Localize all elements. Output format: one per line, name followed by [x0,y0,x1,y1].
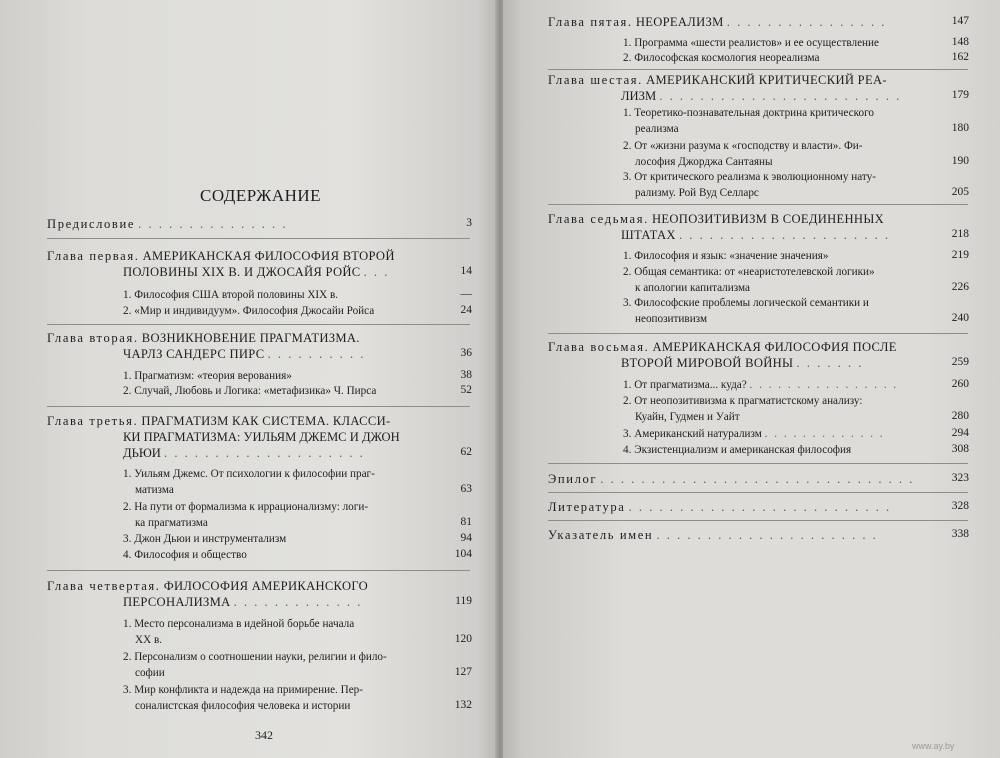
divider [47,406,470,407]
chapter-3-page: 62 [460,446,472,458]
chapter-7-title: Глава седьмая. НЕОПОЗИТИВИЗМ В СОЕДИНЕННЫХ [548,212,885,226]
divider [548,333,968,334]
preface-entry: Предисловие . . . . . . . . . . . . . . . [47,217,288,231]
section-3-3: 3. Джон Дьюи и инструментализм [123,533,287,545]
contents-heading: СОДЕРЖАНИЕ [200,186,322,205]
chapter-7-title-cont: ШТАТАХ . . . . . . . . . . . . . . . . . . . . . [621,228,891,242]
section-6-2-cont: лософия Джорджа Сантаяны [635,156,773,168]
section-3-2-page: 81 [460,516,472,528]
section-4-2-cont: софии [135,667,165,679]
section-4-3: 3. Мир конфликта и надежда на примирение. Пер- [123,684,363,696]
divider [548,520,968,521]
right-page [503,0,1000,758]
section-6-3: 3. От критического реализма к эволюционному нату- [623,171,876,183]
section-6-2-page: 190 [951,155,969,167]
epilogue-page: 323 [951,472,969,484]
section-8-3: 3. Американский натурализм . . . . . . . . . . . . . [623,428,885,440]
section-8-1-page: 260 [951,378,969,390]
section-1-2-page: 24 [460,304,472,316]
index-entry: Указатель имен . . . . . . . . . . . . . . . . . . . . . . [548,528,878,542]
section-7-3: 3. Философские проблемы логической семантики и [623,297,869,309]
section-8-1: 1. От прагматизма... куда? . . . . . . . . . . . . . . . . [623,379,899,391]
section-1-1: 1. Философия США второй половины XIX в. [123,289,339,301]
section-5-1-page: 148 [951,36,969,48]
section-8-2: 2. От неопозитивизма к прагматистскому анализу: [623,395,863,407]
chapter-2-title-cont: ЧАРЛЗ САНДЕРС ПИРС . . . . . . . . . . [123,347,366,361]
chapter-2-title: Глава вторая. ВОЗНИКНОВЕНИЕ ПРАГМАТИЗМА. [47,331,360,345]
section-8-2-page: 280 [951,410,969,422]
section-4-3-page: 132 [454,699,472,711]
section-3-1: 1. Уильям Джемс. От психологии к философии праг- [123,468,375,480]
chapter-4-title-cont: ПЕРСОНАЛИЗМА . . . . . . . . . . . . . [123,595,363,609]
section-3-1-page: 63 [460,483,472,495]
divider [548,463,968,464]
section-2-2: 2. Случай, Любовь и Логика: «метафизика» Ч. Пирса [123,385,377,397]
divider [548,492,968,493]
section-3-1-cont: матизма [135,484,174,496]
section-7-3-cont: неопозитивизм [635,313,708,325]
chapter-4-title: Глава четвертая. ФИЛОСОФИЯ АМЕРИКАНСКОГО [47,579,368,593]
section-4-2-page: 127 [454,666,472,678]
section-4-1-cont: XX в. [135,634,163,646]
literature-entry: Литература . . . . . . . . . . . . . . . . . . . . . . . . . . [548,500,892,514]
page-number: 342 [255,728,273,742]
section-3-2-cont: ка прагматизма [135,517,208,529]
section-6-1-page: 180 [951,122,969,134]
section-8-2-cont: Куайн, Гудмен и Уайт [635,411,740,423]
section-4-2: 2. Персонализм о соотношении науки, религии и фило- [123,651,387,663]
chapter-8-title: Глава восьмая. АМЕРИКАНСКАЯ ФИЛОСОФИЯ ПОСЛЕ [548,340,897,354]
divider [548,204,968,205]
section-6-3-cont: рализму. Рой Вуд Селларс [635,187,759,199]
chapter-1-page: 14 [460,265,472,277]
section-7-1-page: 219 [951,249,969,261]
literature-page: 328 [951,500,969,512]
section-7-2-cont: к апологии капитализма [635,282,750,294]
section-7-3-page: 240 [951,312,969,324]
section-7-2: 2. Общая семантика: от «неаристотелевской логики» [623,266,875,278]
section-2-1: 1. Прагматизм: «теория верования» [123,370,292,382]
section-7-2-page: 226 [951,281,969,293]
chapter-1-title: Глава первая. АМЕРИКАНСКАЯ ФИЛОСОФИЯ ВТОРОЙ [47,249,395,263]
divider [548,69,968,70]
section-3-2: 2. На пути от формализма к иррационализму: логи- [123,501,369,513]
section-6-1: 1. Теоретико-познавательная доктрина критического [623,107,874,119]
section-8-3-page: 294 [951,427,969,439]
index-page: 338 [951,528,969,540]
section-7-1: 1. Философия и язык: «значение значения» [623,250,829,262]
chapter-3-title: Глава третья. ПРАГМАТИЗМ КАК СИСТЕМА. КЛАССИ- [47,414,391,428]
chapter-6-page: 179 [951,89,969,101]
watermark: www.ay.by [912,741,955,751]
section-1-2: 2. «Мир и индивидуум». Философия Джосайи Ройса [123,305,375,317]
section-4-1-page: 120 [454,633,472,645]
chapter-6-title-cont: ЛИЗМ . . . . . . . . . . . . . . . . . . . . . . . . [621,89,902,103]
epilogue-entry: Эпилог . . . . . . . . . . . . . . . . . . . . . . . . . . . . . . . [548,472,915,486]
section-6-3-page: 205 [951,186,969,198]
chapter-3-title-cont: КИ ПРАГМАТИЗМА: УИЛЬЯМ ДЖЕМС И ДЖОН [123,430,400,444]
section-8-4-page: 308 [951,443,969,455]
chapter-4-page: 119 [455,595,472,607]
chapter-5-page: 147 [951,15,969,27]
section-5-2: 2. Философская космология неореализма [623,52,820,64]
chapter-7-page: 218 [951,228,969,240]
chapter-2-page: 36 [460,347,472,359]
chapter-8-title-cont: ВТОРОЙ МИРОВОЙ ВОЙНЫ . . . . . . . [621,356,864,370]
divider [47,238,470,239]
chapter-8-page: 259 [951,356,969,368]
section-5-2-page: 162 [951,51,969,63]
section-3-4-page: 104 [454,548,472,560]
section-8-4: 4. Экзистенциализм и американская философия [623,444,852,456]
section-2-1-page: 38 [460,369,472,381]
section-2-2-page: 52 [460,384,472,396]
section-6-1-cont: реализма [635,123,679,135]
divider [47,570,470,571]
section-3-4: 4. Философия и общество [123,549,247,561]
chapter-5-title: Глава пятая. НЕОРЕАЛИЗМ . . . . . . . . . . . . . . . . [548,15,887,29]
section-6-2: 2. От «жизни разума к «господству и власти». Фи- [623,140,863,152]
divider [47,324,470,325]
chapter-6-title: Глава шестая. АМЕРИКАНСКИЙ КРИТИЧЕСКИЙ РЕА- [548,73,887,87]
section-3-3-page: 94 [460,532,472,544]
section-4-1: 1. Место персонализма в идейной борьбе начала [123,618,355,630]
preface-page: 3 [466,217,472,229]
left-page [0,0,497,758]
section-5-1: 1. Программа «шести реалистов» и ее осуществление [623,37,879,49]
section-4-3-cont: соналистская философия человека и истории [135,700,351,712]
chapter-1-title-cont: ПОЛОВИНЫ XIX В. И ДЖОСАЙЯ РОЙС . . . [123,265,390,279]
chapter-3-title-cont2: ДЬЮИ . . . . . . . . . . . . . . . . . . . . [123,446,365,460]
section-1-1-page: — [460,288,472,300]
